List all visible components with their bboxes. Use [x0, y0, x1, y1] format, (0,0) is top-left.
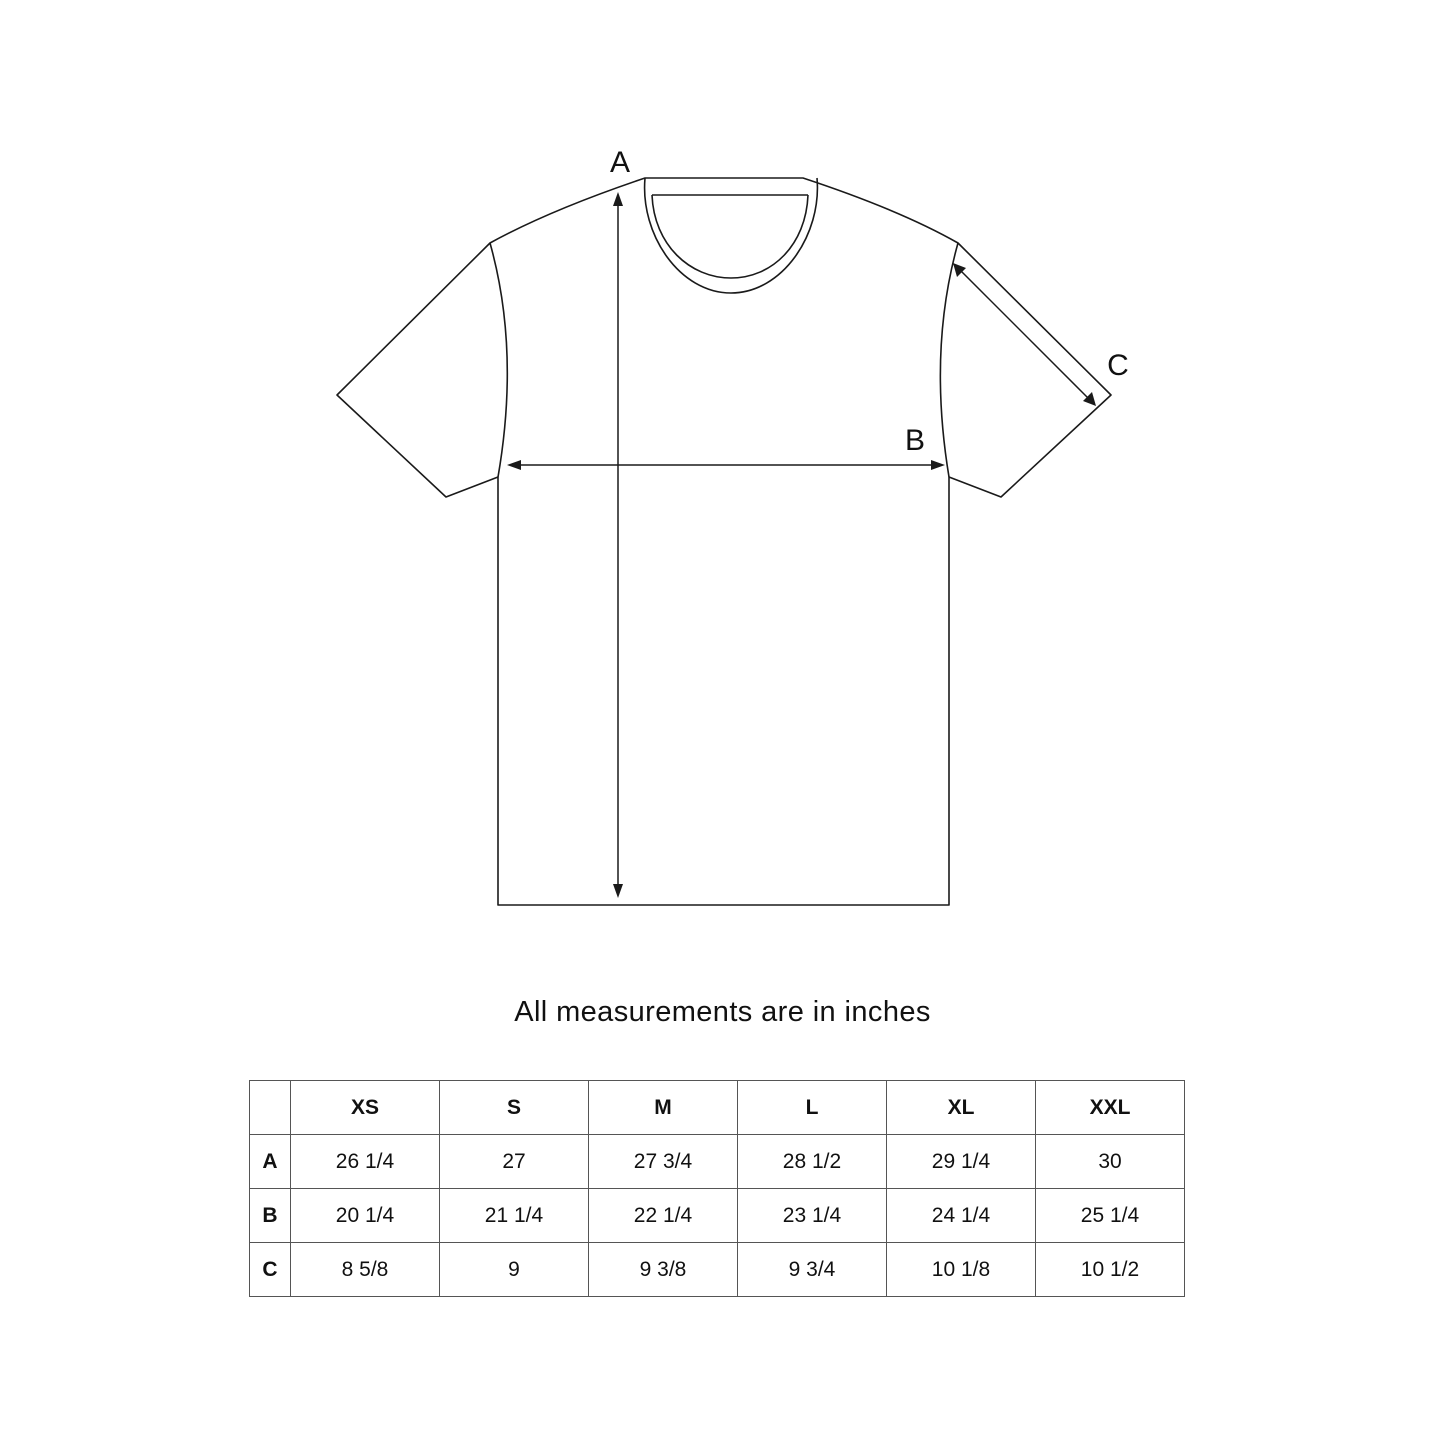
table-cell: 10 1/8 — [887, 1243, 1036, 1297]
measurement-b — [507, 424, 945, 470]
table-row — [250, 1135, 1185, 1189]
table-cell: 21 1/4 — [440, 1189, 589, 1243]
measurement-a — [610, 146, 630, 898]
table-cell: 8 5/8 — [291, 1243, 440, 1297]
table-header-row — [250, 1081, 1185, 1135]
column-header-xl: XL — [887, 1081, 1036, 1135]
collar-inner — [652, 195, 808, 278]
table-cell: 25 1/4 — [1036, 1189, 1185, 1243]
table-cell: 23 1/4 — [738, 1189, 887, 1243]
column-header-l: L — [738, 1081, 887, 1135]
label-a: A — [609, 146, 631, 179]
table-cell: 24 1/4 — [887, 1189, 1036, 1243]
table-cell: 29 1/4 — [887, 1135, 1036, 1189]
table-cell: 22 1/4 — [589, 1189, 738, 1243]
column-header-xxl: XXL — [1036, 1081, 1185, 1135]
left-armhole-seam — [490, 243, 507, 477]
table-cell: 26 1/4 — [291, 1135, 440, 1189]
right-armhole-seam — [940, 243, 958, 477]
shirt-outline — [337, 178, 1111, 905]
table-cell: 27 — [440, 1135, 589, 1189]
label-b: B — [904, 424, 926, 457]
table-cell: 27 3/4 — [589, 1135, 738, 1189]
label-c: C — [1107, 349, 1129, 382]
table-cell: 9 3/8 — [589, 1243, 738, 1297]
column-header-s: S — [440, 1081, 589, 1135]
column-header-m: M — [589, 1081, 738, 1135]
row-label-a: A — [250, 1135, 291, 1189]
table-row — [250, 1243, 1185, 1297]
measurement-c — [953, 263, 1129, 406]
size-chart-table — [249, 1080, 1185, 1297]
row-label-b: B — [250, 1189, 291, 1243]
table-corner-cell — [250, 1081, 291, 1135]
table-cell: 28 1/2 — [738, 1135, 887, 1189]
column-header-xs: XS — [291, 1081, 440, 1135]
table-cell: 9 — [440, 1243, 589, 1297]
measurements-caption: All measurements are in inches — [514, 996, 931, 1028]
row-label-c: C — [250, 1243, 291, 1297]
table-cell: 9 3/4 — [738, 1243, 887, 1297]
table-cell: 20 1/4 — [291, 1189, 440, 1243]
table-cell: 30 — [1036, 1135, 1185, 1189]
table-cell: 10 1/2 — [1036, 1243, 1185, 1297]
table-row — [250, 1189, 1185, 1243]
